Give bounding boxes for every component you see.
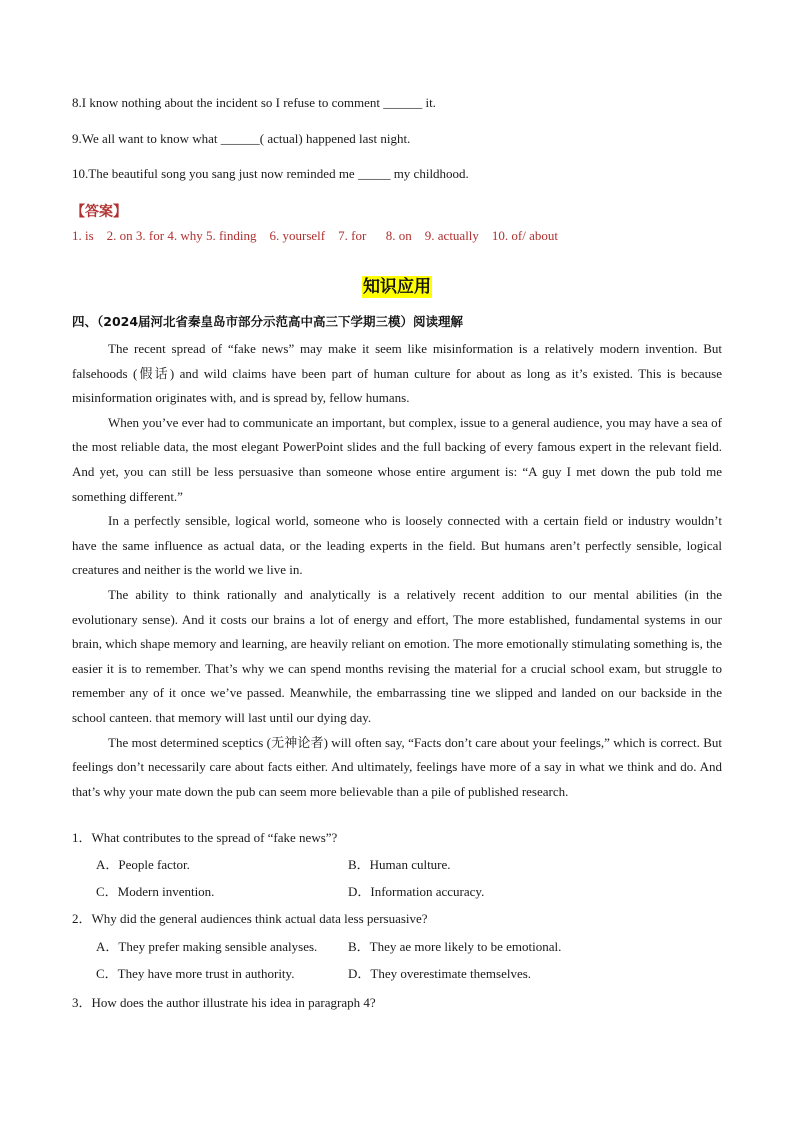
reading-passage <box>72 337 722 804</box>
question-2-option-c[interactable]: C．They have more trust in authority. <box>96 966 295 981</box>
question-1-option-d[interactable]: D．Information accuracy. <box>348 884 485 899</box>
section-heading: 四、（2024届河北省秦皇岛市部分示范高中高三下学期三模）阅读理解 <box>72 314 464 329</box>
section-title-wrap <box>0 276 794 298</box>
passage-paragraph-1: The recent spread of “fake news” may make it seem like misinformation is a relatively modern invention. But falsehoods (假话) and wild claims have been part of human culture for about as long as it’s existed. This is because misinformation originates with, and is spread by, fellow humans. <box>72 341 722 406</box>
passage-paragraph-4: The ability to think rationally and analytically is a relatively recent addition to our mental abilities (in the evolutionary sense). And it costs our brains a lot of energy and effort, The more established, fundamental systems in our brain, which shape memory and learning, are heavily reliant on emotion. The more emotionally stimulating something is, the easier it is to remember. That’s why we can spend months revising the material for a crucial school exam, but struggle to remember any of it once we’ve passed. Meanwhile, the embarrassing tine we slipped and landed on our backside in the school canteen. that memory will last until our dying day. <box>72 586 722 725</box>
passage-paragraph-2: When you’ve ever had to communicate an important, but complex, issue to a general audience, you may have a sea of the most reliable data, the most elegant PowerPoint slides and the full backing of every famous expert in the relevant field. And yet, you can still be less persuasive than someone whose entire argument is: “A guy I met down the pub told me something different.” <box>72 414 722 504</box>
fill-blank-9: 9.We all want to know what ______( actual) happened last night. <box>72 131 411 146</box>
answer-heading: 【答案】 <box>71 204 127 220</box>
question-3-stem: 3．How does the author illustrate his idea in paragraph 4? <box>72 995 376 1010</box>
question-1-option-c[interactable]: C．Modern invention. <box>96 884 215 899</box>
section-title: 知识应用 <box>363 277 431 297</box>
passage-paragraph-3: In a perfectly sensible, logical world, someone who is loosely connected with a certain field or industry wouldn’t have the same influence as actual data, or the leading experts in the field. But humans aren’t perfectly sensible, logical creatures and neither is the world we live in. <box>72 513 722 578</box>
answer-text: 1. is 2. on 3. for 4. why 5. finding 6. yourself 7. for 8. on 9. actually 10. of/ about <box>72 228 558 243</box>
fill-blank-8: 8.I know nothing about the incident so I refuse to comment ______ it. <box>72 95 436 110</box>
question-1-option-a[interactable]: A．People factor. <box>96 857 190 872</box>
question-2-option-a[interactable]: A．They prefer making sensible analyses. <box>96 939 318 954</box>
question-1-option-b[interactable]: B．Human culture. <box>348 857 451 872</box>
question-2-option-b[interactable]: B．They ae more likely to be emotional. <box>348 939 562 954</box>
question-1-stem: 1．What contributes to the spread of “fake news”? <box>72 830 338 845</box>
question-2-option-d[interactable]: D．They overestimate themselves. <box>348 966 532 981</box>
question-2-stem: 2．Why did the general audiences think actual data less persuasive? <box>72 911 428 926</box>
fill-blank-10: 10.The beautiful song you sang just now reminded me _____ my childhood. <box>72 166 469 181</box>
passage-paragraph-5: The most determined sceptics (无神论者) will often say, “Facts don’t care about your feelings,” which is correct. But feelings don’t necessarily care about facts either. And ultimately, feelings have more of a say in what we think and do. And that’s why your mate down the pub can seem more believable than a pile of published research. <box>72 734 722 799</box>
